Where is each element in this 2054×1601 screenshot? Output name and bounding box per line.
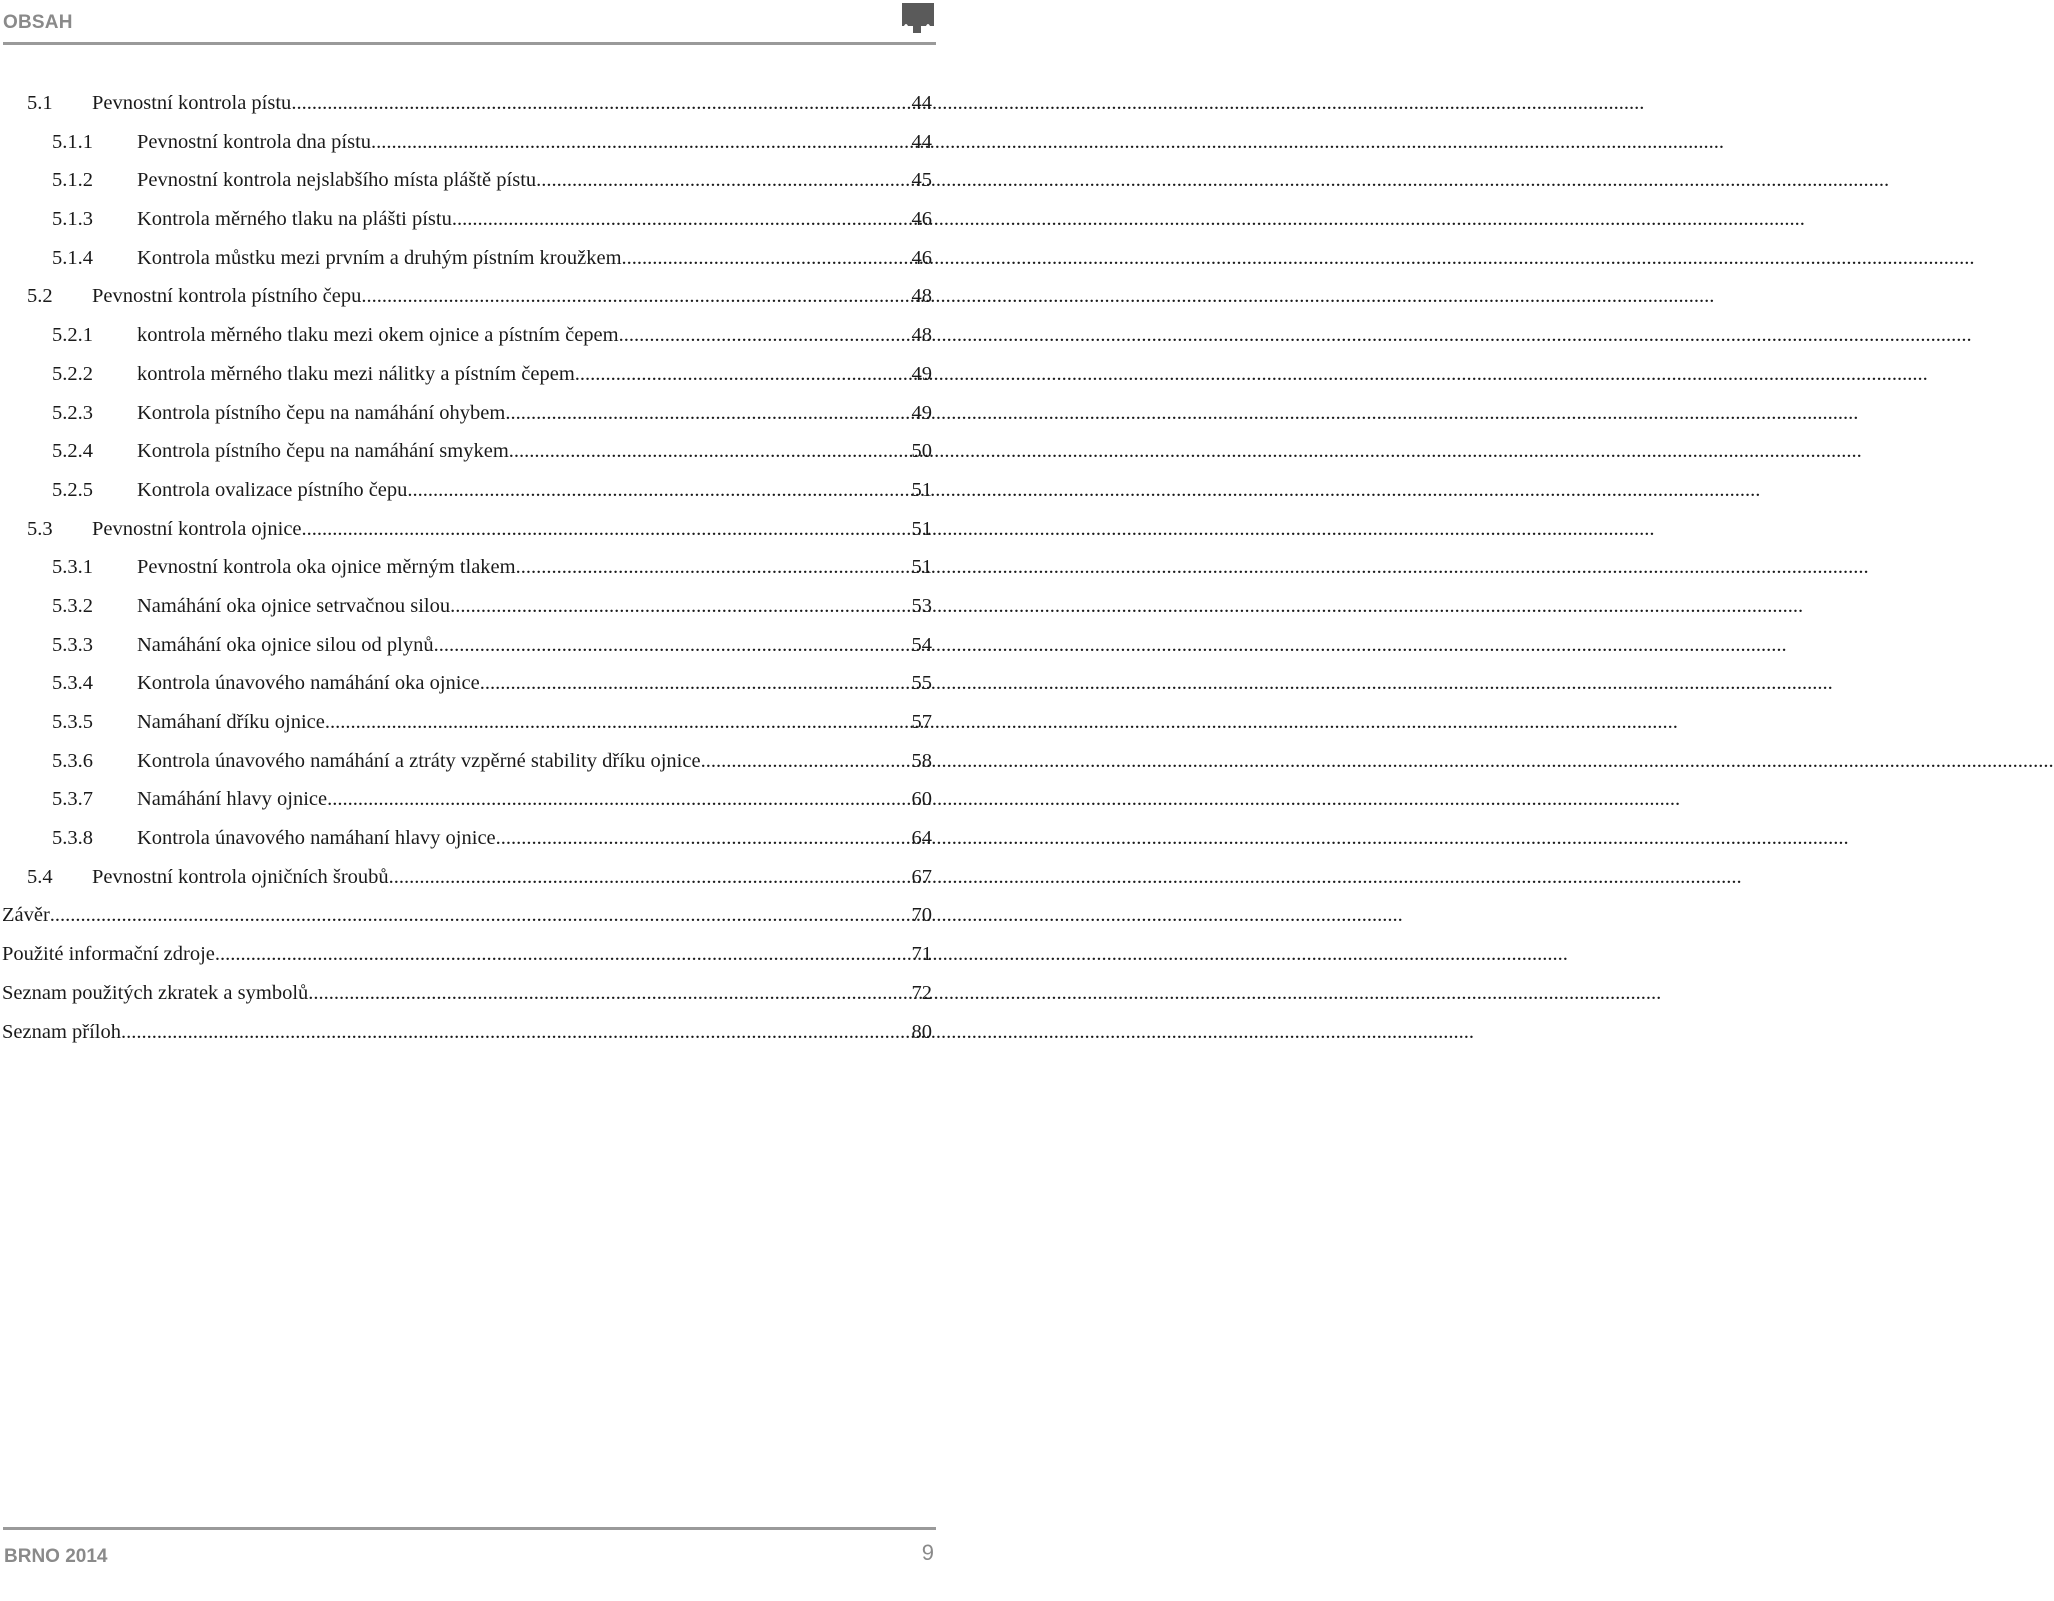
toc-entry-page: 44 — [911, 92, 932, 114]
toc-dot-leader — [389, 858, 911, 897]
toc-dot-leader — [308, 974, 910, 1013]
toc-dot-leader — [505, 394, 910, 433]
toc-entry-title: Kontrola pístního čepu na namáhání ohybem — [137, 401, 506, 424]
toc-entry-line — [137, 626, 932, 665]
toc-entry-number: 5.3.1 — [52, 556, 93, 579]
toc-dot-leader — [371, 123, 910, 162]
toc-entry-page: 49 — [911, 401, 932, 424]
toc-entry-line — [137, 316, 932, 355]
header-divider — [3, 42, 936, 45]
toc-entry-line — [2, 935, 932, 974]
toc-entry-title: Namáhaní dříku ojnice — [137, 711, 325, 733]
toc-entry-number: 5.3.4 — [52, 672, 93, 695]
toc-dot-leader — [361, 277, 910, 316]
toc-entry-title: Použité informační zdroje — [2, 943, 215, 966]
toc-entry-title: Závěr — [2, 904, 50, 927]
toc-entry[interactable] — [0, 935, 960, 974]
toc-entry-title: Namáhání oka ojnice setrvačnou silou — [137, 594, 451, 617]
toc-entry-title: Pevnostní kontrola dna pístu — [137, 130, 372, 153]
toc-entry[interactable] — [0, 161, 960, 200]
toc-entry-title: kontrola měrného tlaku mezi okem ojnice a pístním čepem — [137, 324, 619, 347]
toc-entry-number: 5.3 — [27, 517, 53, 540]
toc-entry-line — [137, 819, 932, 858]
toc-entry-line — [2, 896, 932, 935]
toc-entry-title: Namáhání hlavy ojnice — [137, 788, 328, 811]
toc-dot-leader — [325, 703, 911, 742]
toc-entry-title: Kontrola únavového namáhání a ztráty vzpěrné stability dříku ojnice — [137, 749, 701, 772]
toc-entry[interactable] — [0, 742, 960, 781]
toc-entry[interactable] — [0, 239, 960, 278]
toc-entry-page: 46 — [911, 208, 932, 231]
toc-entry-page: 50 — [911, 440, 932, 463]
toc-entry-number: 5.1.1 — [52, 130, 93, 153]
toc-entry[interactable] — [0, 277, 960, 316]
toc-entry-page: 64 — [911, 827, 932, 850]
toc-entry-number: 5.3.3 — [52, 633, 93, 656]
toc-entry-number: 5.3.6 — [52, 749, 93, 772]
toc-entry-page: 60 — [911, 788, 932, 811]
toc-entry-line — [137, 471, 932, 510]
toc-entry[interactable] — [0, 548, 960, 587]
toc-entry-line — [2, 974, 932, 1013]
toc-entry[interactable] — [0, 123, 960, 162]
toc-dot-leader — [291, 84, 910, 123]
university-logo-icon — [901, 2, 935, 34]
toc-dot-leader — [622, 239, 911, 278]
toc-entry-line — [137, 780, 932, 819]
toc-entry[interactable] — [0, 432, 960, 471]
toc-entry-line — [137, 548, 932, 587]
toc-entry-line — [137, 200, 932, 239]
toc-entry-title: Pevnostní kontrola nejslabšího místa pláště pístu — [137, 169, 537, 192]
toc-entry-line — [92, 510, 932, 549]
toc-entry-number: 5.4 — [27, 865, 53, 888]
toc-entry-title: Pevnostní kontrola pístu — [92, 92, 292, 114]
toc-entry-page: 54 — [911, 633, 932, 656]
toc-entry[interactable] — [0, 626, 960, 665]
toc-entry-title: Seznam použitých zkratek a symbolů — [2, 981, 309, 1004]
toc-entry-line — [2, 1013, 932, 1052]
toc-entry[interactable] — [0, 703, 960, 742]
toc-entry-line — [137, 742, 932, 781]
toc-entry-page: 55 — [911, 672, 932, 695]
toc-entry[interactable] — [0, 896, 960, 935]
toc-entry-number: 5.2.5 — [52, 478, 93, 501]
toc-entry-title: kontrola měrného tlaku mezi nálitky a pístním čepem — [137, 362, 575, 385]
toc-entry-number: 5.3.8 — [52, 827, 93, 850]
toc-entry[interactable] — [0, 510, 960, 549]
toc-entry-number: 5.2.4 — [52, 440, 93, 463]
toc-entry-line — [137, 161, 932, 200]
toc-entry-line — [137, 587, 932, 626]
toc-entry-title: Pevnostní kontrola oka ojnice měrným tlakem — [137, 556, 516, 579]
toc-dot-leader — [407, 471, 910, 510]
toc-entry-number: 5.1 — [27, 92, 53, 114]
toc-dot-leader — [434, 626, 911, 665]
header-title: OBSAH — [3, 12, 73, 33]
table-of-contents — [0, 84, 960, 1051]
toc-entry-page: 46 — [911, 246, 932, 269]
toc-entry-number: 5.1.2 — [52, 169, 93, 192]
toc-entry-title: Pevnostní kontrola ojnice — [92, 517, 302, 540]
toc-entry-page: 51 — [911, 478, 932, 501]
toc-entry-number: 5.3.7 — [52, 788, 93, 811]
toc-dot-leader — [50, 896, 911, 935]
toc-entry[interactable] — [0, 394, 960, 433]
toc-entry[interactable] — [0, 200, 960, 239]
toc-entry-line — [92, 84, 932, 123]
toc-dot-leader — [536, 161, 910, 200]
toc-entry-page: 45 — [911, 169, 932, 192]
toc-entry-title: Kontrola můstku mezi prvním a druhým pístním kroužkem — [137, 246, 622, 269]
toc-entry[interactable] — [0, 819, 960, 858]
toc-dot-leader — [450, 587, 910, 626]
toc-dot-leader — [327, 780, 910, 819]
toc-entry-page: 72 — [911, 981, 932, 1004]
page-number: 9 — [921, 1540, 934, 1565]
toc-entry-page: 44 — [911, 130, 932, 153]
page-header — [0, 0, 937, 48]
toc-entry[interactable] — [0, 1013, 960, 1052]
toc-entry-title: Kontrola únavového namáhaní hlavy ojnice — [137, 827, 496, 850]
toc-dot-leader — [302, 510, 911, 549]
toc-entry-line — [92, 277, 932, 316]
toc-entry-page: 51 — [911, 517, 932, 540]
toc-entry-line — [137, 664, 932, 703]
toc-entry-line — [137, 123, 932, 162]
toc-entry-page: 80 — [911, 1020, 932, 1043]
toc-entry-number: 5.2.3 — [52, 401, 93, 424]
toc-entry-line — [137, 355, 932, 394]
toc-entry-page: 48 — [911, 285, 932, 308]
toc-entry-title: Kontrola ovalizace pístního čepu — [137, 478, 408, 501]
toc-entry-page: 57 — [911, 711, 932, 733]
toc-entry-title: Namáhání oka ojnice silou od plynů — [137, 633, 434, 656]
toc-entry-title: Kontrola měrného tlaku na plášti pístu — [137, 208, 452, 231]
toc-entry-line — [137, 432, 932, 471]
toc-entry-page: 49 — [911, 362, 932, 385]
toc-entry-number: 5.3.2 — [52, 594, 93, 617]
footer-location-year: BRNO 2014 — [4, 1546, 108, 1567]
toc-entry-title: Kontrola pístního čepu na namáhání smykem — [137, 440, 509, 463]
toc-entry-title: Pevnostní kontrola pístního čepu — [92, 285, 362, 308]
toc-dot-leader — [480, 664, 911, 703]
toc-dot-leader — [452, 200, 911, 239]
toc-entry[interactable] — [0, 355, 960, 394]
toc-entry-page: 51 — [911, 556, 932, 579]
toc-dot-leader — [516, 548, 911, 587]
toc-entry-page: 48 — [911, 324, 932, 347]
toc-entry-page: 53 — [911, 594, 932, 617]
toc-dot-leader — [619, 316, 911, 355]
toc-entry-number: 5.2 — [27, 285, 53, 308]
toc-entry[interactable] — [0, 858, 960, 897]
toc-entry-title: Pevnostní kontrola ojničních šroubů — [92, 865, 389, 888]
toc-entry-line — [137, 703, 932, 742]
footer-divider — [3, 1527, 936, 1530]
toc-entry-page: 58 — [911, 749, 932, 772]
toc-dot-leader — [215, 935, 911, 974]
toc-entry-line — [92, 858, 932, 897]
toc-entry[interactable] — [0, 664, 960, 703]
toc-entry[interactable] — [0, 780, 960, 819]
toc-entry-page: 70 — [911, 904, 932, 927]
toc-entry[interactable] — [0, 587, 960, 626]
toc-dot-leader — [509, 432, 911, 471]
toc-dot-leader — [701, 742, 911, 781]
toc-dot-leader — [496, 819, 911, 858]
toc-entry[interactable] — [0, 84, 960, 123]
toc-dot-leader — [575, 355, 911, 394]
toc-entry-line — [137, 239, 932, 278]
toc-entry-title: Kontrola únavového namáhání oka ojnice — [137, 672, 480, 695]
toc-entry-number: 5.2.2 — [52, 362, 93, 385]
toc-entry[interactable] — [0, 974, 960, 1013]
toc-entry-page: 67 — [911, 865, 932, 888]
toc-entry-line — [137, 394, 932, 433]
toc-entry-number: 5.3.5 — [52, 711, 93, 733]
toc-entry-number: 5.2.1 — [52, 324, 93, 347]
toc-entry[interactable] — [0, 316, 960, 355]
toc-entry[interactable] — [0, 471, 960, 510]
toc-dot-leader — [121, 1013, 911, 1052]
toc-entry-number: 5.1.3 — [52, 208, 93, 231]
toc-entry-title: Seznam příloh — [2, 1020, 121, 1043]
toc-entry-page: 71 — [911, 943, 932, 966]
toc-entry-number: 5.1.4 — [52, 246, 93, 269]
